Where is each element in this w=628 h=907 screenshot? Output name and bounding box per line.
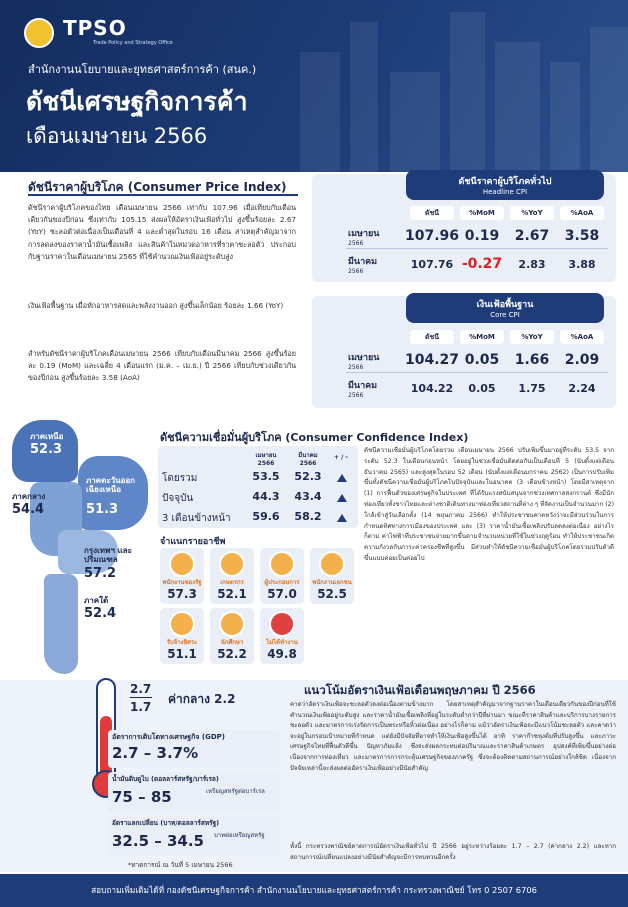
freelancer-icon	[169, 611, 195, 637]
headline-mar-aoa: 3.88	[568, 258, 596, 271]
cci-future-mar: 58.2	[294, 510, 322, 523]
student-icon	[219, 611, 245, 637]
tpso-logo-subtitle: Trade Policy and Strategy Office	[93, 40, 173, 46]
headline-col-yoy: %YoY	[510, 206, 554, 220]
cci-current-mar: 43.4	[294, 490, 322, 503]
core-col-yoy: %YoY	[510, 330, 554, 344]
headline-apr-yoy: 2.67	[514, 228, 550, 244]
unemployed-icon	[269, 611, 295, 637]
map-region-south	[44, 574, 78, 674]
forecast-range-high: 2.7	[130, 682, 152, 696]
cpi-paragraph-1: ดัชนีราคาผู้บริโภคของไทย เดือนเมษายน 2566 เท่ากับ 107.96 เมื่อเทียบกับเดือนเดียวกันของปีก่อน ซึ่งเท่ากับ 105.15 ส่งผลให้อัตราเงินเฟ้อทั่วไป สูงขึ้นร้อยละ 2.67 (YoY) ชะลอตัวต่อเนื่องเป็นเดือนที่ 4 และต่ำสุดในรอบ 16 เดือน สาเหตุสำคัญมาจากการลดลงของราคาน้ำมันเชื้อเพลิง และสินค้าในหมวดอาหารที่ราคาชะลอตัว ประกอบกับฐานราคาในเดือนเมษายน 2565 ที่ใช้คำนวณเงินเฟ้ออยู่ระดับสูง	[28, 203, 296, 261]
headline-mar-index: 107.76	[410, 258, 454, 271]
region-northeast-value: 51.3	[86, 502, 119, 517]
region-south-value: 52.4	[84, 606, 117, 621]
entrepreneur-icon	[269, 551, 295, 577]
region-south-label: ภาคใต้	[84, 596, 109, 605]
cci-col-change: + / -	[334, 454, 348, 461]
core-row-mar-label: มีนาคม 2566	[348, 381, 378, 399]
region-north-label: ภาคเหนือ	[30, 432, 64, 441]
core-mar-index: 104.22	[410, 382, 454, 395]
forecast-fx-unit: บาทต่อเหรียญสหรัฐ	[214, 832, 265, 839]
cci-row-current-label: ปัจจุบัน	[162, 493, 194, 504]
up-arrow-icon	[337, 474, 347, 482]
headline-row-apr-label: เมษายน 2566	[348, 229, 380, 247]
forecast-paragraph-2: ทั้งนี้ กระทรวงพาณิชย์คาดการณ์อัตราเงินเฟ้อทั่วไป ปี 2566 อยู่ระหว่างร้อยละ 1.7 – 2.7 (ค่ากลาง 2.2) และหากสถานการณ์เปลี่ยนแปลงอย่างมีนัยสำคัญจะมีการทบทวนอีกครั้ง	[290, 843, 616, 861]
cci-section-title: ดัชนีความเชื่อมั่นผู้บริโภค (Consumer Confidence Index)	[160, 431, 469, 444]
page-title: ดัชนีเศรษฐกิจการค้า	[26, 87, 248, 116]
forecast-oil-unit: เหรียญสหรัฐต่อบาร์เรล	[206, 788, 265, 795]
footer-contact: สอบถามเพิ่มเติมได้ที่ กองดัชนีเศรษฐกิจการค้า สำนักงานนโยบายและยุทธศาสตร์การค้า กระทรวงพาณิชย์ โทร 0 2507 6706	[0, 874, 628, 907]
forecast-gdp-label: อัตราการเติบโตทางเศรษฐกิจ (GDP)	[112, 733, 225, 741]
forecast-gdp-value: 2.7 – 3.7%	[112, 744, 199, 762]
up-arrow-icon	[337, 514, 347, 522]
core-mar-mom: 0.05	[468, 382, 496, 395]
cci-col-mar: มีนาคม 2566	[298, 452, 318, 467]
cci-current-apr: 44.3	[252, 490, 280, 503]
ministry-seal-logo	[24, 18, 54, 48]
cpi-paragraph-3: สำหรับดัชนีราคาผู้บริโภคเดือนเมษายน 2566 เทียบกับเดือนมีนาคม 2566 สูงขึ้นร้อยละ 0.19 (MoM) และเฉลี่ย 4 เดือนแรก (ม.ค. – เม.ย.) ปี 2566 เทียบกับช่วงเดียวกันของปีก่อน สูงขึ้นร้อยละ 3.58 (AoA)	[28, 349, 296, 383]
headline-col-index: ดัชนี	[410, 206, 454, 220]
forecast-oil-value: 75 – 85	[112, 788, 172, 806]
occupation-card: ผู้ประกอบการ 57.0	[260, 548, 304, 604]
farmer-icon	[219, 551, 245, 577]
occupation-card: พนักงานของรัฐ 57.3	[160, 548, 204, 604]
headline-apr-aoa: 3.58	[564, 228, 600, 244]
government-officer-icon	[169, 551, 195, 577]
region-central-value: 54.4	[12, 502, 45, 517]
private-employee-icon	[319, 551, 345, 577]
core-mar-aoa: 2.24	[568, 382, 596, 395]
headline-cpi-header	[406, 170, 604, 200]
core-cpi-title: เงินเฟ้อพื้นฐาน	[476, 300, 534, 310]
cci-future-apr: 59.6	[252, 510, 280, 523]
cci-overall-apr: 53.5	[252, 470, 280, 483]
region-bangkok-value: 57.2	[84, 566, 117, 581]
core-apr-yoy: 1.66	[514, 352, 550, 368]
core-cpi-header	[406, 293, 604, 323]
occupation-card: นักศึกษา 52.2	[210, 608, 254, 664]
region-bangkok-label: กรุงเทพฯ และปริมณฑล	[84, 546, 132, 564]
headline-col-mom: %MoM	[460, 206, 504, 220]
forecast-paragraph-1: คาดว่าอัตราเงินเฟ้อจะชะลอตัวลงต่อเนื่องตามข้างมาก โดยสาเหตุสำคัญมาจากฐานราคาในเดือนเดียวกันของปีก่อนที่ใช้คำนวณเงินเฟ้ออยู่ระดับสูง และราคาน้ำมันเชื้อเพลิงที่อยู่ในระดับต่ำกว่าปีที่ผ่านมา ขณะที่ราคาสินค้าและบริการบางรายการชะลอตัว และมาตรการเร่งรัดการเป็นพระหรือหิ้วต่อเนื่อง อย่างไรก็ตาม แม้ว่าอัตราเงินเฟ้อจะมีแนวโน้มชะลอตัว และคาดว่าจะอยู่ในกรอบเป้าหมายที่กำหนด แต่ยังมีปัจจัยที่อาจทำให้เงินเฟ้อสูงขึ้นได้ อาทิ ราคาก๊าซหุงต้มที่ปรับสูงขึ้น และภาวะเศรษฐกิจไทยที่ฟื้นตัวดีขึ้น ปัญหาภัยแล้ง ซึ่งจะส่งผลกระทบต่อปริมาณและราคาสินค้าเกษตร อุปสงค์ที่เพิ่มขึ้นอย่างต่อเนื่องจากการท่องเที่ยว และมาตรการการกระตุ้นเศรษฐกิจของภาครัฐ ซึ่งจะต้องติดตามสถานการณ์อย่างใกล้ชิด เนื่องจากปัจจัยเหล่านี้จะส่งผลต่ออัตราเงินเฟ้ออย่างมีนัยสำคัญ	[290, 701, 616, 772]
cci-overall-mar: 52.3	[294, 470, 322, 483]
region-northeast-label: ภาคตะวันออกเฉียงเหนือ	[86, 476, 136, 494]
cpi-title-underline	[28, 194, 298, 196]
core-col-index: ดัชนี	[410, 330, 454, 344]
cci-row-future-label: 3 เดือนข้างหน้า	[162, 513, 231, 524]
forecast-section-title: แนวโน้มอัตราเงินเฟ้อเดือนพฤษภาคม ปี 2566	[304, 683, 536, 697]
core-mar-yoy: 1.75	[518, 382, 546, 395]
tpso-logo: TPSO	[63, 16, 127, 40]
cci-paragraph: ดัชนีความเชื่อมั่นผู้บริโภคโดยรวม เดือนเมษายน 2566 ปรับเพิ่มขึ้นมาอยู่ที่ระดับ 53.5 จากระดับ 52.3 ในเดือนก่อนหน้า โดยอยู่ในช่วงเชื่อมั่นติดต่อกันเป็นเดือนที่ 5 (นับตั้งแต่เดือนธันวาคม 2565) และสูงสุดในรอบ 52 เดือน (นับตั้งแต่เดือนมกราคม 2562) เป็นการปรับเพิ่มขึ้นทั้งดัชนีความเชื่อมั่นผู้บริโภคในปัจจุบันและในอนาคต (3 เดือนข้างหน้า) โดยมีสาเหตุจาก (1) การฟื้นตัวของเศรษฐกิจในประเทศ ที่ได้รับแรงสนับสนุนจากช่วงเทศกาลสงกรานต์ ซึ่งมีนักท่องเที่ยวทั้งชาวไทยและต่างชาติเดินทางมาท่องเที่ยวสถานที่ต่าง ๆ ที่จัดงานเป็นจำนวนมาก (2) ใกล้เข้าสู่วันเลือกตั้ง (14 พฤษภาคม 2566) ทำให้ประชาชนคาดหวังว่าจะมีส่วนร่วมในการกำหนดทิศทางการเมืองของประเทศ และ (3) ราคาน้ำมันเชื้อเพลิงปรับลดลงต่อเนื่อง อย่างไรก็ตาม ค่าไฟฟ้าที่ประชาชนจ่ายมากขึ้นตามจำนวนหน่วยที่ใช้ในช่วงฤดูร้อน ทำให้ประชาชนเกิดความกังวลกับภาระค่าครองชีพที่สูงขึ้น มีส่วนทำให้ดัชนีความเชื่อมั่นผู้บริโภคโดยรวมปรับตัวดีขึ้นแบบค่อยเป็นค่อยไป	[364, 447, 614, 562]
core-row-apr-label: เมษายน 2566	[348, 353, 380, 371]
headline-mar-mom: -0.27	[461, 256, 503, 272]
occupation-card: รับจ้างอิสระ 51.1	[160, 608, 204, 664]
forecast-midpoint: ค่ากลาง 2.2	[168, 692, 236, 706]
forecast-fx-value: 32.5 – 34.5	[112, 832, 204, 850]
headline-apr-index: 107.96	[404, 228, 460, 244]
forecast-asof-note: *ทาดการณ์ ณ วันที่ 5 เมษายน 2566	[128, 861, 233, 869]
region-central-label: ภาคกลาง	[12, 492, 46, 501]
headline-row-mar-label: มีนาคม 2566	[348, 257, 378, 275]
headline-apr-mom: 0.19	[464, 228, 500, 244]
occupation-card: เกษตรกร 52.1	[210, 548, 254, 604]
headline-mar-yoy: 2.83	[518, 258, 546, 271]
forecast-range-low: 1.7	[130, 700, 152, 714]
occupation-card: พนักงานเอกชน 52.5	[310, 548, 354, 604]
office-name: สำนักงานนโยบายและยุทธศาสตร์การค้า (สนค.)	[28, 63, 257, 76]
headline-col-aoa: %AoA	[560, 206, 604, 220]
core-apr-mom: 0.05	[464, 352, 500, 368]
region-north-value: 52.3	[30, 442, 63, 457]
up-arrow-icon	[337, 494, 347, 502]
core-apr-aoa: 2.09	[564, 352, 600, 368]
core-apr-index: 104.27	[404, 352, 460, 368]
occupation-card: ไม่ได้ทำงาน 49.8	[260, 608, 304, 664]
occupation-title: จำแนกรายอาชีพ	[160, 537, 226, 547]
core-col-mom: %MoM	[460, 330, 504, 344]
cci-col-apr: เมษายน 2566	[255, 452, 277, 467]
forecast-oil-label: น้ำมันดิบดูไบ (ดอลลาร์สหรัฐ/บาร์เรล)	[112, 775, 219, 783]
headline-cpi-title: ดัชนีราคาผู้บริโภคทั่วไป	[458, 177, 552, 187]
forecast-fx-label: อัตราแลกเปลี่ยน (บาท/ดอลลาร์สหรัฐ)	[112, 819, 220, 827]
page-subtitle: เดือนเมษายน 2566	[26, 124, 208, 148]
cpi-paragraph-2: เงินเฟ้อพื้นฐาน เมื่อหักอาหารสดและพลังงานออก สูงขึ้นเล็กน้อย ร้อยละ 1.66 (YoY)	[28, 301, 284, 310]
cci-row-overall-label: โดยรวม	[162, 473, 198, 484]
core-cpi-subtitle: Core CPI	[490, 311, 520, 319]
core-col-aoa: %AoA	[560, 330, 604, 344]
cpi-section-title: ดัชนีราคาผู้บริโภค (Consumer Price Index)	[28, 180, 287, 194]
headline-cpi-subtitle: Headline CPI	[482, 188, 528, 196]
